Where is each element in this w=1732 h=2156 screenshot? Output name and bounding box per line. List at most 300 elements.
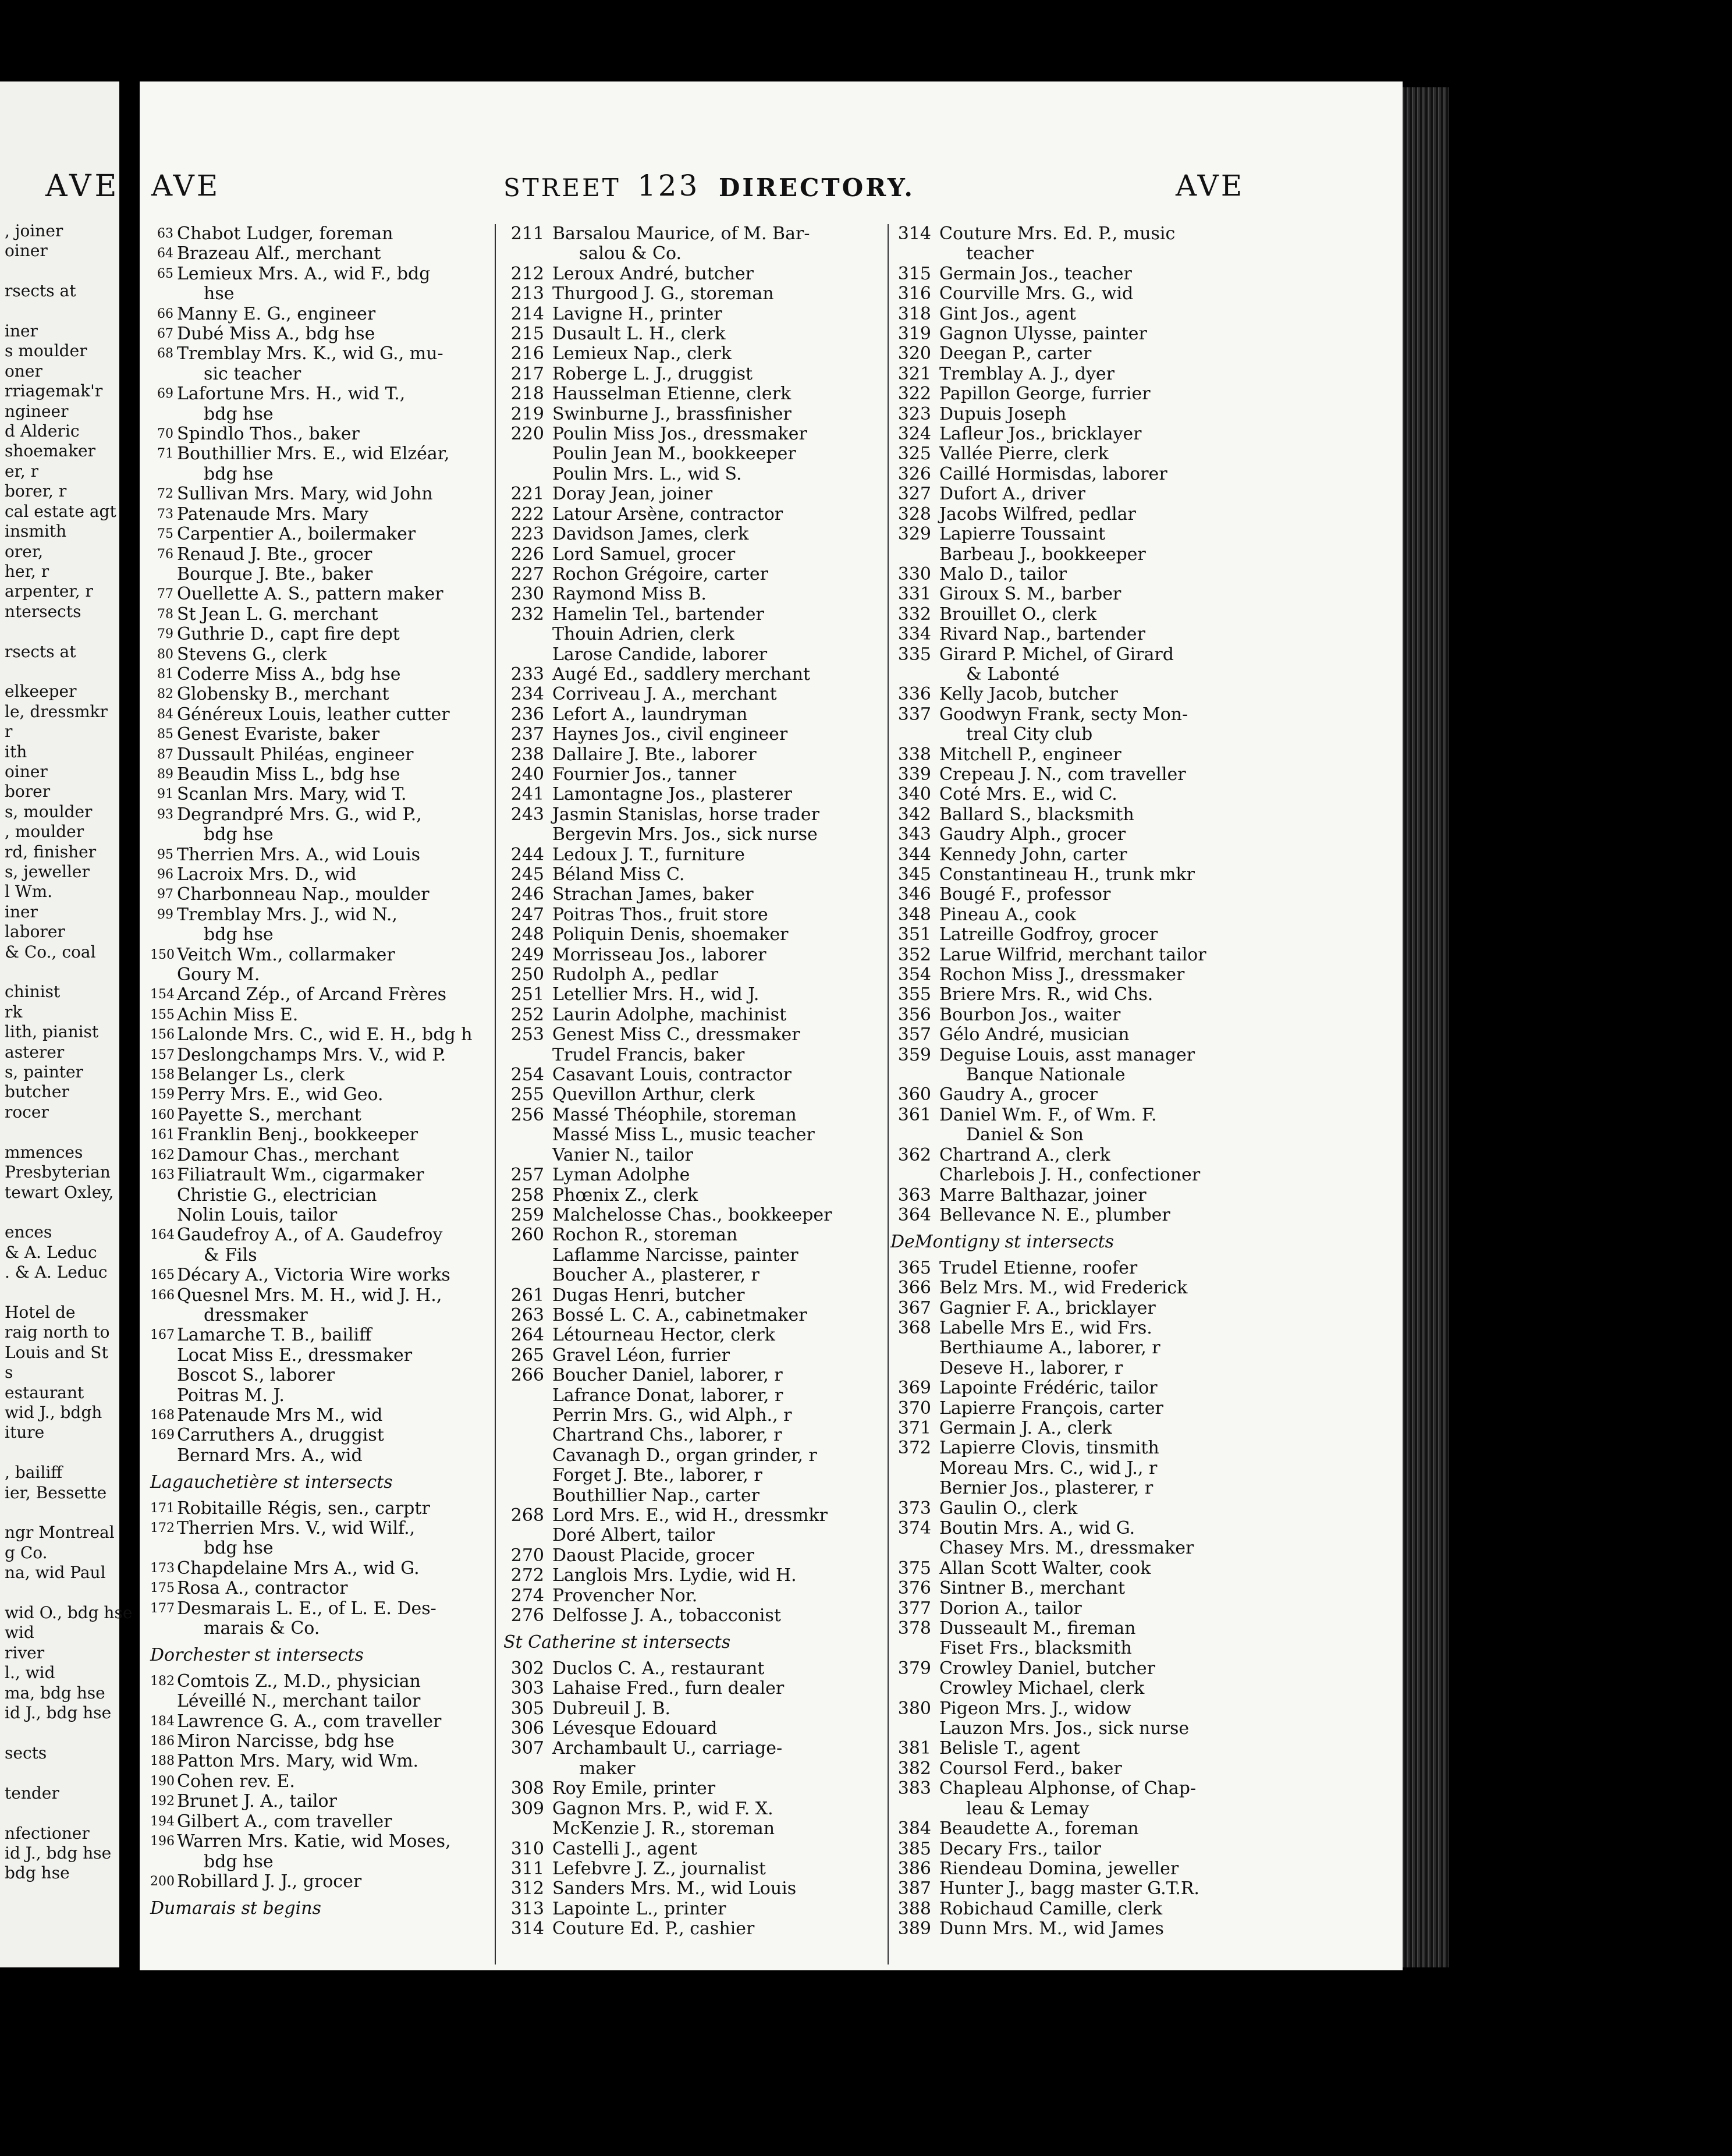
resident-text: Vanier N., tailor: [552, 1144, 693, 1165]
house-number: 91: [157, 787, 173, 802]
resident-text: Therrien Mrs. A., wid Louis: [177, 844, 421, 865]
house-number: [150, 1246, 177, 1265]
resident-text: Chabot Ludger, foreman: [177, 224, 393, 244]
house-number: 241: [510, 784, 544, 805]
directory-entry: [503, 1606, 905, 1626]
house-number: 190: [150, 1774, 175, 1789]
resident-text: Gaulin O., clerk: [939, 1498, 1078, 1519]
directory-entry: [503, 685, 905, 704]
resident-text: Crowley Daniel, butcher: [939, 1658, 1155, 1679]
directory-entry: [890, 1699, 1403, 1719]
house-number: 361: [897, 1104, 931, 1125]
resident-text: Deslongchamps Mrs. V., wid P.: [177, 1044, 446, 1065]
directory-entry: [150, 725, 523, 744]
left-fragment-line: estaurant: [5, 1382, 84, 1402]
house-number: [890, 1719, 939, 1739]
header-right-ave: AVE: [1176, 169, 1245, 203]
directory-entry: [890, 1719, 1403, 1739]
resident-text: Latour Arsène, contractor: [552, 503, 783, 524]
resident-text: Kelly Jacob, butcher: [939, 684, 1118, 705]
house-number: 78: [157, 607, 173, 622]
directory-entry: [890, 1419, 1403, 1438]
left-fragment-line: [0, 1803, 119, 1823]
house-number: [150, 1366, 177, 1385]
house-number: 71: [157, 446, 173, 462]
left-fragment-line: tewart Oxley,: [5, 1182, 114, 1202]
resident-text: Augé Ed., saddlery merchant: [552, 664, 810, 685]
directory-entry: [503, 945, 905, 965]
house-number: 328: [897, 503, 931, 524]
directory-entry: [150, 344, 523, 364]
resident-text: Germain J. A., clerk: [939, 1417, 1112, 1438]
resident-text: Mitchell P., engineer: [939, 744, 1121, 765]
directory-entry: [890, 925, 1403, 945]
house-number: 72: [157, 487, 173, 502]
directory-entry: [503, 464, 905, 484]
house-number: [890, 1478, 939, 1498]
directory-entry: [150, 1672, 523, 1692]
house-number: 89: [157, 767, 173, 782]
directory-entry: [890, 405, 1403, 424]
directory-entry: [503, 1659, 905, 1679]
house-number: 177: [150, 1601, 175, 1616]
house-number: 186: [150, 1734, 175, 1749]
house-number: [150, 965, 177, 985]
directory-entry: [890, 765, 1403, 785]
resident-text: Bourque J. Bte., baker: [177, 563, 373, 584]
house-number: [890, 665, 939, 685]
resident-text: Dusseault M., fireman: [939, 1618, 1136, 1639]
directory-entry: [150, 304, 523, 324]
resident-text: Papillon George, furrier: [939, 384, 1151, 405]
left-fragment-line: r: [5, 722, 13, 742]
directory-entry: [150, 1225, 523, 1245]
resident-text: Gaudry Alph., grocer: [939, 824, 1126, 845]
house-number: 256: [510, 1104, 544, 1125]
resident-text: Décary A., Victoria Wire works: [177, 1265, 450, 1286]
directory-entry: [503, 1386, 905, 1406]
left-fragment-line: [0, 1723, 119, 1743]
house-number: 331: [897, 584, 931, 605]
resident-text: Gravel Léon, furrier: [552, 1345, 730, 1366]
resident-text: salou & Co.: [579, 243, 682, 264]
house-number: 245: [510, 864, 544, 885]
left-fragment-line: , bailiff: [5, 1463, 63, 1483]
house-number: 320: [897, 343, 931, 364]
resident-text: Coté Mrs. E., wid C.: [939, 784, 1117, 805]
directory-entry: [150, 765, 523, 785]
house-number: 373: [897, 1498, 931, 1519]
resident-text: bdg hse: [204, 1538, 274, 1559]
house-number: 370: [897, 1398, 931, 1419]
directory-entry: [150, 1306, 523, 1325]
left-fragment-line: wid O., bdg hse: [5, 1603, 133, 1623]
house-number: 314: [510, 1919, 544, 1939]
resident-text: Patenaude Mrs M., wid: [177, 1405, 383, 1425]
resident-text: Bouthillier Mrs. E., wid Elzéar,: [177, 444, 450, 464]
directory-entry: [150, 1446, 523, 1466]
house-number: 265: [510, 1345, 544, 1366]
directory-entry: [503, 364, 905, 384]
left-fragment-line: rd, finisher: [5, 842, 97, 861]
house-number: 356: [897, 1004, 931, 1025]
resident-text: Thouin Adrien, clerk: [552, 624, 734, 645]
resident-text: Cavanagh D., organ grinder, r: [552, 1445, 817, 1466]
house-number: [503, 244, 552, 264]
house-number: 372: [897, 1438, 931, 1459]
house-number: 244: [510, 844, 544, 865]
directory-entry: [890, 1165, 1403, 1185]
directory-entry: [890, 1819, 1403, 1839]
directory-entry: [150, 1852, 523, 1872]
resident-text: Brunet J. A., tailor: [177, 1791, 337, 1812]
directory-entry: [150, 745, 523, 765]
resident-text: Dubreuil J. B.: [552, 1698, 671, 1719]
left-fragment-line: [0, 1203, 119, 1222]
left-fragment-line: [0, 1122, 119, 1142]
house-number: [503, 1246, 552, 1265]
house-number: 220: [510, 424, 544, 445]
house-number: 334: [897, 624, 931, 645]
resident-text: Phœnix Z., clerk: [552, 1185, 698, 1205]
directory-entry: [503, 1105, 905, 1125]
directory-entry: [503, 244, 905, 264]
resident-text: Doré Albert, tailor: [552, 1525, 715, 1546]
resident-text: Béland Miss C.: [552, 864, 685, 885]
resident-text: Dubé Miss A., bdg hse: [177, 324, 375, 345]
left-fragment-line: [0, 622, 119, 641]
resident-text: Riendeau Domina, jeweller: [939, 1858, 1179, 1879]
house-number: 309: [510, 1798, 544, 1819]
resident-text: Lyman Adolphe: [552, 1165, 690, 1186]
directory-entry: [890, 945, 1403, 965]
resident-text: Kennedy John, carter: [939, 844, 1127, 865]
house-number: [150, 1306, 177, 1325]
house-number: 316: [897, 283, 931, 304]
resident-text: Haynes Jos., civil engineer: [552, 724, 788, 745]
resident-text: bdg hse: [204, 463, 274, 484]
header-page-number: 123: [637, 169, 700, 203]
house-number: 159: [150, 1087, 175, 1102]
directory-entry: [890, 745, 1403, 765]
directory-entry: [503, 1246, 905, 1265]
directory-column-1: [150, 224, 523, 1925]
house-number: 310: [510, 1838, 544, 1859]
left-fragment-line: [0, 1443, 119, 1463]
directory-entry: [503, 605, 905, 625]
resident-text: Raymond Miss B.: [552, 584, 707, 605]
house-number: 351: [897, 924, 931, 945]
house-number: [503, 1486, 552, 1506]
directory-entry: [503, 1286, 905, 1306]
resident-text: Crowley Michael, clerk: [939, 1678, 1145, 1699]
house-number: 318: [897, 303, 931, 324]
directory-entry: [503, 1025, 905, 1045]
resident-text: Nolin Louis, tailor: [177, 1204, 338, 1225]
resident-text: Dussault Philéas, engineer: [177, 744, 414, 765]
directory-entry: [890, 1839, 1403, 1859]
directory-entry: [890, 845, 1403, 865]
directory-entry: [150, 565, 523, 584]
directory-entry: [890, 505, 1403, 524]
resident-text: Gagnier F. A., bricklayer: [939, 1297, 1156, 1318]
house-number: 169: [150, 1428, 175, 1443]
left-fragment-line: & A. Leduc: [5, 1242, 97, 1262]
resident-text: Beaudette A., foreman: [939, 1818, 1139, 1839]
directory-entry: [890, 965, 1403, 985]
directory-entry: [150, 1579, 523, 1598]
left-fragment-line: iner: [5, 902, 38, 921]
house-number: [150, 825, 177, 845]
directory-entry: [503, 1586, 905, 1606]
house-number: [890, 1065, 939, 1085]
house-number: 254: [510, 1065, 544, 1086]
directory-entry: [150, 584, 523, 604]
resident-text: Barsalou Maurice, of M. Bar-: [552, 224, 810, 244]
house-number: 70: [157, 427, 173, 442]
directory-entry: [890, 1278, 1403, 1298]
house-number: [503, 1386, 552, 1406]
resident-text: Latreille Godfroy, grocer: [939, 924, 1158, 945]
directory-entry: [890, 1025, 1403, 1045]
directory-entry: [890, 524, 1403, 544]
street-intersection-heading: [150, 1892, 523, 1924]
resident-text: Goodwyn Frank, secty Mon-: [939, 704, 1188, 725]
house-number: 311: [510, 1858, 544, 1879]
directory-entry: [503, 1839, 905, 1859]
directory-entry: [890, 1478, 1403, 1498]
directory-entry: [503, 1265, 905, 1285]
directory-entry: [890, 1359, 1403, 1378]
left-fragment-line: s, jeweller: [5, 862, 90, 881]
house-number: [503, 825, 552, 845]
resident-text: Filiatrault Wm., cigarmaker: [177, 1165, 424, 1186]
directory-entry: [890, 545, 1403, 565]
resident-text: Larose Candide, laborer: [552, 644, 768, 665]
house-number: 384: [897, 1818, 931, 1839]
directory-entry: [890, 484, 1403, 504]
directory-entry: [503, 424, 905, 444]
house-number: 336: [897, 684, 931, 705]
house-number: [503, 464, 552, 484]
directory-entry: [503, 1859, 905, 1879]
directory-entry: [150, 945, 523, 965]
resident-text: Poulin Mrs. L., wid S.: [552, 463, 742, 484]
resident-text: Deseve H., laborer, r: [939, 1357, 1123, 1378]
directory-entry: [150, 1165, 523, 1185]
directory-entry: [890, 264, 1403, 284]
directory-entry: [150, 264, 523, 284]
resident-text: McKenzie J. R., storeman: [552, 1818, 775, 1839]
resident-text: Massé Théophile, storeman: [552, 1104, 797, 1125]
directory-entry: [890, 705, 1403, 725]
house-number: [890, 1165, 939, 1185]
resident-text: Duclos C. A., restaurant: [552, 1658, 765, 1679]
directory-entry: [503, 1919, 905, 1939]
resident-text: bdg hse: [204, 1851, 274, 1872]
resident-text: Doray Jean, joiner: [552, 484, 713, 505]
house-number: 236: [510, 704, 544, 725]
house-number: 388: [897, 1898, 931, 1919]
directory-entry: [503, 484, 905, 504]
house-number: [503, 1406, 552, 1425]
resident-text: Banque Nationale: [966, 1065, 1126, 1086]
directory-entry: [503, 1085, 905, 1105]
directory-entry: [503, 905, 905, 925]
house-number: 327: [897, 484, 931, 505]
house-number: [503, 1125, 552, 1145]
house-number: 312: [510, 1878, 544, 1899]
directory-entry: [503, 985, 905, 1005]
resident-text: Roy Emile, printer: [552, 1778, 716, 1799]
house-number: 211: [510, 224, 544, 244]
house-number: 366: [897, 1278, 931, 1299]
directory-entry: [890, 1258, 1403, 1278]
resident-text: Dallaire J. Bte., laborer: [552, 744, 757, 765]
section-text: DeMontigny st intersects: [890, 1232, 1115, 1253]
directory-entry: [150, 505, 523, 524]
left-fragment-line: Hotel de: [5, 1302, 76, 1322]
directory-entry: [150, 1619, 523, 1639]
left-fragment-line: lith, pianist: [5, 1022, 99, 1042]
left-fragment-line: bdg hse: [5, 1863, 70, 1883]
directory-entry: [890, 1438, 1403, 1458]
left-fragment-line: river: [5, 1643, 45, 1662]
house-number: 344: [897, 844, 931, 865]
house-number: [150, 1446, 177, 1466]
resident-text: teacher: [966, 243, 1034, 264]
house-number: 380: [897, 1698, 931, 1719]
directory-entry: [503, 545, 905, 565]
directory-entry: [890, 1146, 1403, 1165]
directory-entry: [150, 1125, 523, 1145]
house-number: 171: [150, 1501, 175, 1516]
resident-text: Carruthers A., druggist: [177, 1425, 384, 1446]
house-number: 321: [897, 363, 931, 384]
house-number: 365: [897, 1257, 931, 1278]
left-fragment-line: her, r: [5, 561, 49, 581]
left-fragment-line: arpenter, r: [5, 581, 93, 601]
resident-text: Bergevin Mrs. Jos., sick nurse: [552, 824, 818, 845]
directory-entry: [890, 1599, 1403, 1619]
house-number: 258: [510, 1185, 544, 1205]
resident-text: Poitras Thos., fruit store: [552, 904, 768, 925]
house-number: 352: [897, 944, 931, 965]
directory-entry: [890, 1065, 1403, 1085]
directory-entry: [890, 1338, 1403, 1358]
house-number: 194: [150, 1814, 175, 1829]
resident-text: Guthrie D., capt fire dept: [177, 624, 400, 645]
resident-text: Lauzon Mrs. Jos., sick nurse: [939, 1718, 1190, 1739]
house-number: 255: [510, 1084, 544, 1105]
house-number: [890, 1799, 939, 1819]
house-number: 150: [150, 947, 175, 962]
resident-text: marais & Co.: [204, 1618, 320, 1639]
directory-entry: [890, 1739, 1403, 1758]
resident-text: Miron Narcisse, bdg hse: [177, 1731, 395, 1752]
resident-text: Cohen rev. E.: [177, 1771, 295, 1792]
directory-entry: [503, 1165, 905, 1185]
resident-text: Spindlo Thos., baker: [177, 424, 360, 445]
left-fragment-line: insmith: [5, 522, 67, 541]
resident-text: Généreux Louis, leather cutter: [177, 704, 450, 725]
directory-entry: [890, 1538, 1403, 1558]
house-number: 346: [897, 884, 931, 905]
directory-entry: [503, 865, 905, 885]
resident-text: Davidson James, clerk: [552, 524, 749, 545]
resident-text: Letellier Mrs. H., wid J.: [552, 984, 759, 1005]
directory-entry: [890, 324, 1403, 344]
directory-entry: [150, 1346, 523, 1366]
left-fragment-line: Louis and St: [5, 1342, 108, 1362]
house-number: 173: [150, 1561, 175, 1576]
resident-text: Rochon R., storeman: [552, 1225, 738, 1246]
resident-text: Genest Evariste, baker: [177, 724, 380, 745]
directory-entry: [890, 384, 1403, 404]
directory-entry: [503, 965, 905, 985]
directory-entry: [503, 885, 905, 905]
resident-text: Rudolph A., pedlar: [552, 964, 719, 985]
house-number: 348: [897, 904, 931, 925]
directory-entry: [503, 1566, 905, 1586]
house-number: 230: [510, 584, 544, 605]
directory-entry: [503, 1225, 905, 1245]
directory-entry: [150, 1065, 523, 1085]
resident-text: Rochon Grégoire, carter: [552, 563, 768, 584]
house-number: [150, 1205, 177, 1225]
house-number: 335: [897, 644, 931, 665]
house-number: 196: [150, 1834, 175, 1849]
house-number: 223: [510, 524, 544, 545]
house-number: 389: [897, 1919, 931, 1939]
resident-text: Gaudefroy A., of A. Gaudefroy: [177, 1225, 443, 1246]
directory-entry: [503, 1759, 905, 1779]
house-number: 338: [897, 744, 931, 765]
resident-text: Rosa A., contractor: [177, 1578, 348, 1599]
left-fragment-line: ntersects: [5, 601, 81, 621]
directory-entry: [150, 705, 523, 725]
directory-entry: [150, 1146, 523, 1165]
house-number: 261: [510, 1285, 544, 1306]
resident-text: Belz Mrs. M., wid Frederick: [939, 1278, 1188, 1299]
left-fragment-line: rriagemak'r: [5, 381, 103, 401]
resident-text: Desmarais L. E., of L. E. Des-: [177, 1598, 436, 1619]
house-number: 248: [510, 924, 544, 945]
house-number: 250: [510, 964, 544, 985]
directory-entry: [503, 1526, 905, 1545]
resident-text: Castelli J., agent: [552, 1838, 697, 1859]
house-number: 69: [157, 386, 173, 402]
house-number: 66: [157, 306, 173, 321]
directory-entry: [150, 1325, 523, 1345]
house-number: 313: [510, 1898, 544, 1919]
house-number: 330: [897, 563, 931, 584]
house-number: 188: [150, 1754, 175, 1769]
house-number: 369: [897, 1378, 931, 1399]
directory-entry: [503, 405, 905, 424]
house-number: 360: [897, 1084, 931, 1105]
house-number: 386: [897, 1858, 931, 1879]
house-number: 305: [510, 1698, 544, 1719]
directory-entry: [890, 584, 1403, 604]
resident-text: sic teacher: [204, 363, 301, 384]
section-text: Lagauchetière st intersects: [150, 1472, 393, 1493]
directory-entry: [503, 1699, 905, 1719]
house-number: 238: [510, 744, 544, 765]
left-page-fragment: [0, 81, 133, 1967]
resident-text: Léveillé N., merchant tailor: [177, 1691, 421, 1712]
house-number: 182: [150, 1673, 175, 1689]
